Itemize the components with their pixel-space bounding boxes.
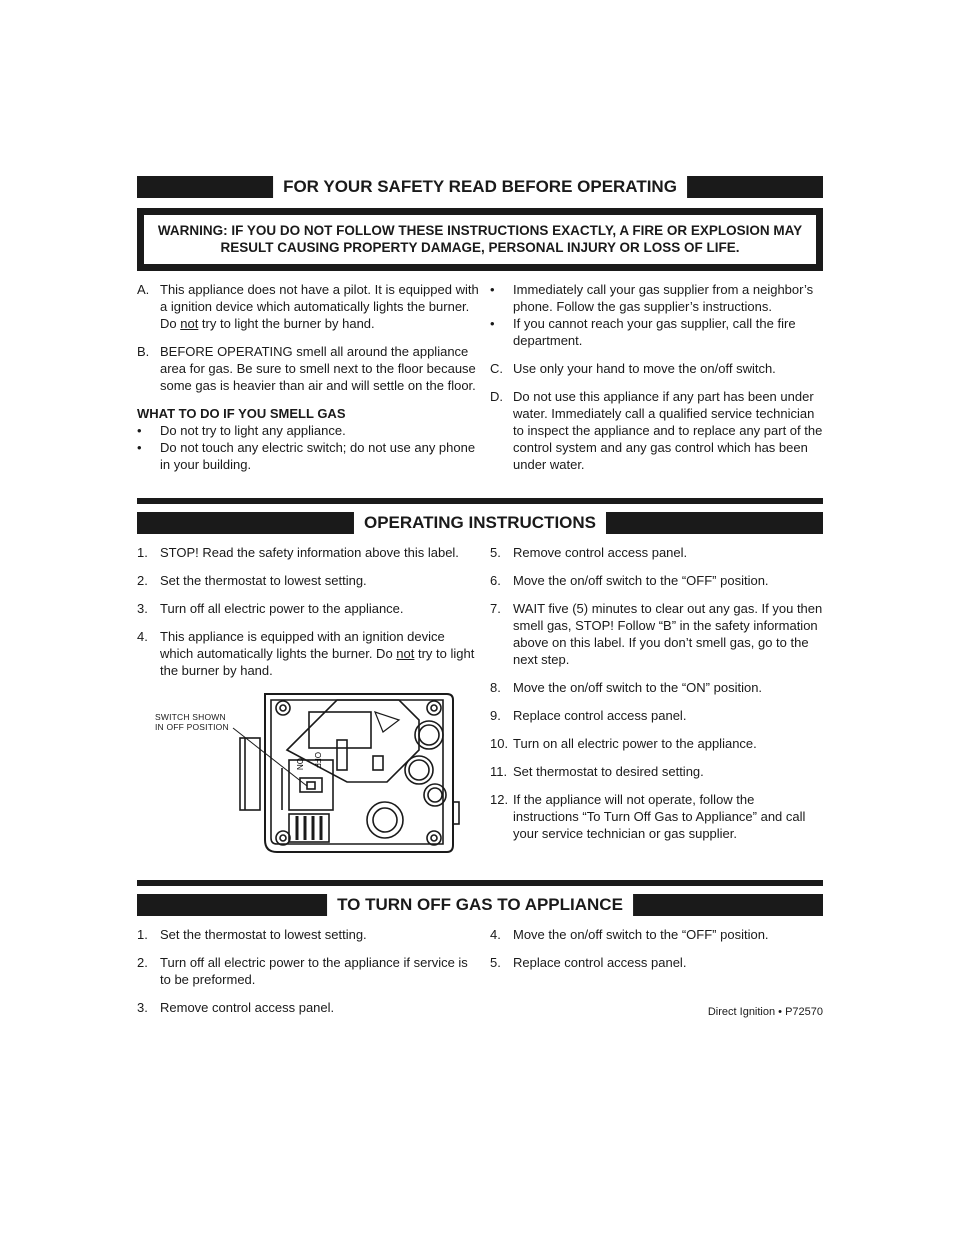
call-bullet: • Immediately call your gas supplier from a neighbor’s phone. Follow the gas supplier’s instructions. [490,282,814,314]
turnoff-step: 4. Move the on/off switch to the “OFF” position. [490,927,769,942]
operating-step: 10. Turn on all electric power to the appliance. [490,736,757,751]
item-label: D. [490,389,503,404]
operating-step: 4. This appliance is equipped with an ignition device which automatically lights the burner. Do not try to light the burner by hand. [137,629,475,678]
diagram-off-label: OFF [313,752,322,768]
gas-valve-diagram [137,690,480,860]
operating-step: 3. Turn off all electric power to the appliance. [137,601,404,616]
operating-columns [137,544,823,860]
turnoff-section-header [137,894,823,916]
operating-step: 8. Move the on/off switch to the “ON” position. [490,680,763,695]
operating-step: 5. Remove control access panel. [490,545,688,560]
operating-step: 9. Replace control access panel. [490,708,687,723]
safety-item-a [137,281,480,332]
item-text: Use only your hand to move the on/off switch. [513,361,776,376]
turnoff-title: TO TURN OFF GAS TO APPLIANCE [327,894,633,916]
safety-left-column [137,281,480,484]
call-bullet: • If you cannot reach your gas supplier, call the fire department. [490,316,796,348]
operating-right-column [480,544,823,860]
turnoff-left-column [137,926,480,1027]
turnoff-right-column [480,926,823,1027]
diagram-caption: SWITCH SHOWN IN OFF POSITION [155,712,229,732]
operating-step: 6. Move the on/off switch to the “OFF” position. [490,573,769,588]
safety-right-column [480,281,823,484]
operating-step: 11. Set thermostat to desired setting. [490,764,704,779]
diagram-on-label: ON [295,758,304,770]
warning-text: WARNING: IF YOU DO NOT FOLLOW THESE INSTRUCTIONS EXACTLY, A FIRE OR EXPLOSION MAY RESULT CAUSING PROPERTY DAMAGE, PERSONAL INJURY OR LOSS OF LIFE. [157,223,803,255]
item-text: Do not use this appliance if any part has been under water. Immediately call a qualified service technician to inspect the appliance and to replace any part of the control system and any gas control which has been under water. [513,389,823,472]
safety-section-header [137,176,823,198]
warning-box [137,208,823,271]
turnoff-columns [137,926,823,1027]
item-label: A. [137,282,150,297]
turnoff-step: 5. Replace control access panel. [490,955,687,970]
operating-section-header [137,512,823,534]
safety-item-c [490,360,823,377]
safety-item-d [490,388,823,473]
operating-step: 7. WAIT five (5) minutes to clear out any gas. If you then smell gas, STOP! Follow “B” in the safety information above on this label. If you don’t smell gas, go to the next step. [490,601,823,667]
section-divider [137,498,823,504]
operating-left-column [137,544,480,860]
operating-title: OPERATING INSTRUCTIONS [354,512,606,534]
item-text: This appliance does not have a pilot. It is equipped with a ignition device which automatically lights the burner. Do not try to light the burner by hand. [160,282,479,331]
item-text: BEFORE OPERATING smell all around the appliance area for gas. Be sure to smell next to the floor because some gas is heavier than air and will settle on the floor. [160,344,476,393]
operating-step: 2. Set the thermostat to lowest setting. [137,573,367,588]
smell-bullet: • Do not try to light any appliance. [137,423,346,438]
operating-step: 12. If the appliance will not operate, follow the instructions “To Turn Off Gas to Appliance” and call your service technician or gas supplier. [490,792,806,841]
instruction-label [137,176,823,1027]
item-label: B. [137,344,150,359]
turnoff-step: 2. Turn off all electric power to the appliance if service is to be preformed. [137,955,468,987]
safety-item-b [137,343,480,394]
item-label: C. [490,361,503,376]
footer-part-number: Direct Ignition • P72570 [707,1006,823,1018]
smell-bullet: • Do not touch any electric switch; do not use any phone in your building. [137,440,476,472]
turnoff-step: 1. Set the thermostat to lowest setting. [137,927,367,942]
section-divider [137,880,823,886]
safety-title: FOR YOUR SAFETY READ BEFORE OPERATING [273,176,687,198]
operating-step: 1. STOP! Read the safety information above this label. [137,545,459,560]
safety-columns [137,281,823,484]
turnoff-step: 3. Remove control access panel. [137,1000,335,1015]
smell-gas-heading: WHAT TO DO IF YOU SMELL GAS [137,406,346,421]
